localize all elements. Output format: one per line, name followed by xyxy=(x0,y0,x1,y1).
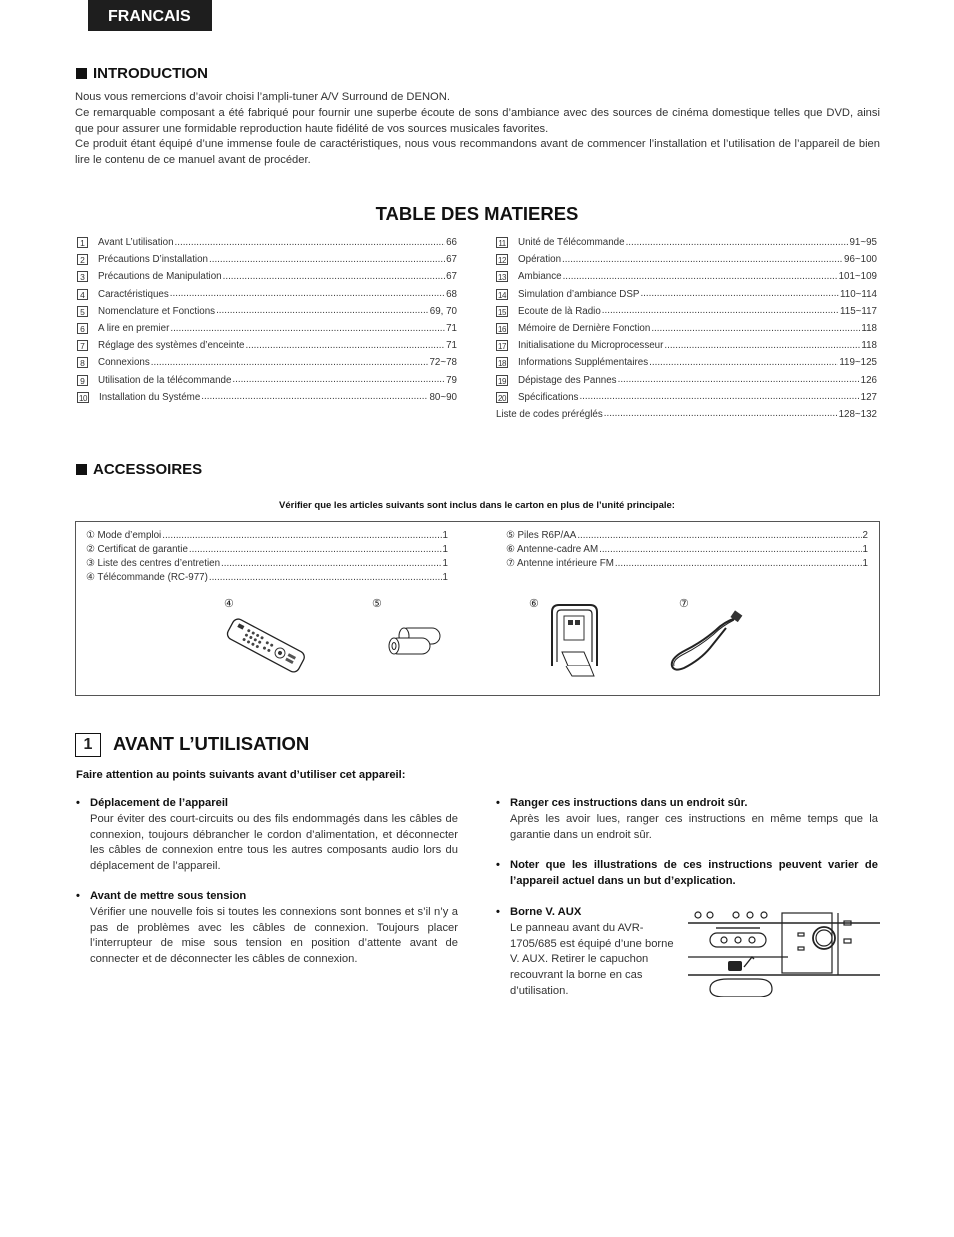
toc-entry xyxy=(496,268,877,285)
dot-leader xyxy=(649,357,838,369)
dot-leader xyxy=(162,529,441,543)
dot-leader xyxy=(151,357,429,369)
toc-entry xyxy=(496,303,877,320)
accessory-label: ① Mode d’emploi xyxy=(86,530,162,541)
bullet-item: • Borne V. AUX Le panneau avant du AVR-1705/685 est équipé d’une borne V. AUX. Retirer le capuchon recouvrant la borne en cas d’utilisation. xyxy=(496,905,678,1000)
toc-entry-label: Spécifications xyxy=(518,391,579,403)
toc-entry-number: 6 xyxy=(77,323,88,334)
bullet-item: • Noter que les illustrations de ces instructions peuvent varier de l’appareil actuel dans un but d’explication. xyxy=(496,858,878,890)
toc-entry-label: Liste de codes préréglés xyxy=(496,408,603,420)
bullet-text: Le panneau avant du AVR-1705/685 est équipé d’une borne V. AUX. Retirer le capuchon recouvrant la borne en cas d’utilisation. xyxy=(510,921,674,997)
accessory-label: ③ Liste des centres d’entretien xyxy=(86,558,221,569)
dot-leader xyxy=(562,254,843,266)
dot-leader xyxy=(170,288,445,300)
toc-entry-label: Ecoute de là Radio xyxy=(518,305,601,317)
accessories-heading xyxy=(76,461,202,478)
am-loop-antenna-icon xyxy=(544,602,604,680)
dot-leader xyxy=(175,237,446,249)
language-tab: FRANCAIS xyxy=(88,0,212,31)
toc-entry-label: Simulation d’ambiance DSP xyxy=(518,288,640,300)
toc-entry-label: Unité de Télécommande xyxy=(518,237,625,249)
toc-entry-number: 14 xyxy=(496,289,508,300)
toc-entry xyxy=(77,372,457,389)
dot-leader xyxy=(626,237,849,249)
toc-entry-label: Mémoire de Dernière Fonction xyxy=(518,323,651,335)
bullet-item: • Déplacement de l’appareil Pour éviter des court-circuits ou des fils endommagés dans les câbles de connexion, toujours débrancher le cordon d’alimentation, et déconnecter les câbles de connexion entre tous les autres composants audio lors du déplacement de l’appareil. xyxy=(76,796,458,875)
toc-entry-page: 128~132 xyxy=(838,408,877,420)
toc-entry-number: 18 xyxy=(496,357,508,368)
toc-entry xyxy=(77,320,457,337)
accessory-quantity: 1 xyxy=(442,572,448,583)
chapter-warning: Faire attention au points suivants avant d’utiliser cet appareil: xyxy=(76,769,406,781)
intro-paragraph: Ce produit étant équipé d’une immense foule de caractéristiques, nous vous recommandons avant de commencer l’installation et l’utilisation de l’appareil de bien lire le contenu de ce manuel avant de procéder. xyxy=(75,138,880,167)
toc-entry-label: A lire en premier xyxy=(98,323,170,335)
dot-leader xyxy=(651,323,860,335)
fm-antenna-figure-label: ⑦ xyxy=(679,598,689,610)
fm-antenna-icon xyxy=(664,608,746,676)
toc-entry-page: 118 xyxy=(861,340,877,352)
toc-entry-label: Précautions D’installation xyxy=(98,254,208,266)
toc-left-column xyxy=(77,234,457,406)
toc-entry-number: 3 xyxy=(77,271,88,282)
accessories-box xyxy=(75,521,880,696)
bullet-heading: Ranger ces instructions dans un endroit sûr. xyxy=(510,797,748,809)
accessory-item xyxy=(86,571,448,585)
dot-leader xyxy=(563,271,838,283)
toc-entry-page: 101~109 xyxy=(838,271,877,283)
remote-control-icon xyxy=(220,614,310,676)
toc-entry-label: Réglage des systèmes d’enceinte xyxy=(98,340,245,352)
toc-entry xyxy=(77,234,457,251)
intro-paragraph: Ce remarquable composant a été fabriqué pour fournir une superbe écoute de sons d’ambiance avec des sources de cinéma domestique telles que DVD, ainsi que pour assurer une formidable reproduction haute fidélité de vos sources musicales favorites. xyxy=(75,106,880,135)
square-bullet-icon xyxy=(76,68,87,79)
toc-entry xyxy=(77,354,457,371)
dot-leader xyxy=(209,254,445,266)
accessory-label: ⑤ Piles R6P/AA xyxy=(506,530,577,541)
toc-entry-page: 126 xyxy=(860,374,877,386)
accessory-quantity: 2 xyxy=(862,530,868,541)
toc-entry-number: 20 xyxy=(496,392,508,403)
accessories-left-list xyxy=(86,529,448,585)
dot-leader xyxy=(604,408,838,420)
introduction-text xyxy=(75,90,880,169)
toc-entry-page: 66 xyxy=(446,237,457,249)
accessory-item xyxy=(86,543,448,557)
toc-entry-page: 67 xyxy=(446,271,457,283)
bullet-heading: Noter que les illustrations de ces instructions peuvent varier de l’appareil actuel dans un but d’explication. xyxy=(510,859,878,887)
toc-entry-label: Avant L’utilisation xyxy=(98,237,174,249)
toc-entry-number: 19 xyxy=(496,375,508,386)
accessories-heading-text: ACCESSOIRES xyxy=(93,461,203,478)
toc-entry-number: 9 xyxy=(77,375,88,386)
bullet-heading: Avant de mettre sous tension xyxy=(90,890,247,902)
toc-entry-page: 80~90 xyxy=(429,391,457,403)
toc-entry-page: 118 xyxy=(861,323,877,335)
chapter-title: AVANT L’UTILISATION xyxy=(113,733,310,754)
toc-right-column xyxy=(496,234,877,423)
dot-leader xyxy=(664,340,860,352)
accessory-label: ④ Télécommande (RC-977) xyxy=(86,572,208,583)
dot-leader xyxy=(599,543,861,557)
toc-entry-page: 110~114 xyxy=(840,288,877,300)
toc-entry-label: Initialisatione du Microprocesseur xyxy=(518,340,664,352)
toc-entry-number: 8 xyxy=(77,357,88,368)
accessory-item xyxy=(506,543,868,557)
accessories-right-list xyxy=(506,529,868,571)
toc-entry-page: 72~78 xyxy=(429,357,457,369)
batteries-icon xyxy=(384,626,446,658)
toc-title: TABLE DES MATIERES xyxy=(375,203,579,224)
bullet-item: • Avant de mettre sous tension Vérifier une nouvelle fois si toutes les connexions sont bonnes et s’il n’y a pas de problèmes avec les câbles de connexion. Toujours placer l’interrupteur de mise sous tension en position d’attente avant de connecter et de déconnecter les câbles de connexion. xyxy=(76,889,458,968)
dot-leader xyxy=(579,391,859,403)
bullet-heading: Déplacement de l’appareil xyxy=(90,797,229,809)
toc-entry-page: 69, 70 xyxy=(429,305,457,317)
front-panel-vaux-illustration xyxy=(688,905,880,997)
toc-entry-label: Ambiance xyxy=(518,271,562,283)
bullet-text: Après les avoir lues, ranger ces instructions en même temps que la garantie dans un endroit sûr. xyxy=(510,812,878,841)
dot-leader xyxy=(577,529,861,543)
introduction-heading-text: INTRODUCTION xyxy=(93,65,208,82)
toc-entry xyxy=(496,320,877,337)
bullet-heading: Borne V. AUX xyxy=(510,906,582,918)
toc-entry-number: 11 xyxy=(496,237,508,248)
toc-entry-page: 67 xyxy=(446,254,457,266)
toc-entry-page: 96~100 xyxy=(844,254,877,266)
toc-entry-page: 127 xyxy=(860,391,877,403)
intro-paragraph: Nous vous remercions d’avoir choisi l’ampli-tuner A/V Surround de DENON. xyxy=(75,91,450,103)
accessory-item xyxy=(86,529,448,543)
dot-leader xyxy=(189,543,442,557)
toc-entry-page: 115~117 xyxy=(840,305,877,317)
toc-entry-number: 17 xyxy=(496,340,508,351)
dot-leader xyxy=(221,557,442,571)
toc-entry xyxy=(496,406,877,423)
toc-entry xyxy=(496,372,877,389)
dot-leader xyxy=(615,557,862,571)
toc-entry-number: 16 xyxy=(496,323,508,334)
toc-entry xyxy=(77,303,457,320)
toc-entry xyxy=(77,286,457,303)
dot-leader xyxy=(232,374,445,386)
toc-entry-number: 4 xyxy=(77,289,88,300)
dot-leader xyxy=(602,305,839,317)
dot-leader xyxy=(201,391,428,403)
am-antenna-figure-label: ⑥ xyxy=(529,598,539,610)
accessory-quantity: 1 xyxy=(442,558,448,569)
accessory-item xyxy=(506,557,868,571)
square-bullet-icon xyxy=(76,464,87,475)
accessory-label: ⑥ Antenne-cadre AM xyxy=(506,544,599,555)
accessory-quantity: 1 xyxy=(442,544,448,555)
batteries-figure-label: ⑤ xyxy=(372,598,382,610)
accessory-label: ② Certificat de garantie xyxy=(86,544,188,555)
dot-leader xyxy=(246,340,446,352)
chapter-number: 1 xyxy=(75,733,101,757)
dot-leader xyxy=(223,271,445,283)
toc-entry xyxy=(496,354,877,371)
toc-entry-label: Utilisation de la télécommande xyxy=(98,374,232,386)
toc-entry-page: 119~125 xyxy=(839,357,877,369)
remote-figure-label: ④ xyxy=(224,598,234,610)
dot-leader xyxy=(618,374,860,386)
toc-entry xyxy=(496,389,877,406)
toc-entry-label: Opération xyxy=(518,254,562,266)
bullet-item: • Ranger ces instructions dans un endroit sûr. Après les avoir lues, ranger ces instructions en même temps que la garantie dans un endroit sûr. xyxy=(496,796,878,843)
toc-entry-number: 10 xyxy=(77,392,89,403)
toc-entry xyxy=(77,251,457,268)
dot-leader xyxy=(640,288,839,300)
toc-entry-label: Informations Supplémentaires xyxy=(518,357,649,369)
toc-entry-page: 68 xyxy=(446,288,457,300)
toc-entry xyxy=(77,268,457,285)
toc-entry xyxy=(496,286,877,303)
toc-entry xyxy=(496,251,877,268)
dot-leader xyxy=(170,323,445,335)
accessory-quantity: 1 xyxy=(442,530,448,541)
toc-entry xyxy=(496,234,877,251)
dot-leader xyxy=(209,571,442,585)
toc-entry-label: Dépistage des Pannes xyxy=(518,374,617,386)
toc-entry-page: 71 xyxy=(446,323,457,335)
toc-entry-number: 5 xyxy=(77,306,88,317)
toc-entry-label: Connexions xyxy=(98,357,150,369)
toc-entry-number: 2 xyxy=(77,254,88,265)
introduction-heading xyxy=(76,65,208,82)
accessory-label: ⑦ Antenne intérieure FM xyxy=(506,558,614,569)
accessories-note: Vérifier que les articles suivants sont inclus dans le carton en plus de l’unité principale: xyxy=(279,500,675,511)
accessory-item xyxy=(86,557,448,571)
toc-entry-number: 12 xyxy=(496,254,508,265)
bullet-text: Pour éviter des court-circuits ou des fils endommagés dans les câbles de connexion, toujours débrancher le cordon d’alimentation, et déconnecter les câbles de connexion entre tous les autres composants audio lors du déplacement de l’appareil. xyxy=(90,812,458,873)
toc-entry xyxy=(77,337,457,354)
toc-entry-number: 15 xyxy=(496,306,508,317)
toc-entry-label: Installation du Systéme xyxy=(99,391,201,403)
toc-entry-page: 79 xyxy=(446,374,457,386)
toc-entry-number: 7 xyxy=(77,340,88,351)
dot-leader xyxy=(216,305,429,317)
toc-entry-label: Précautions de Manipulation xyxy=(98,271,222,283)
toc-entry-label: Caractéristiques xyxy=(98,288,169,300)
accessory-item xyxy=(506,529,868,543)
toc-entry xyxy=(496,337,877,354)
accessory-quantity: 1 xyxy=(862,544,868,555)
bullet-text: Vérifier une nouvelle fois si toutes les connexions sont bonnes et s’il n’y a pas de problèmes avec les câbles de connexion. Toujours placer l’interrupteur de mise sous tension en position d’attente avant de connecter et de déconnecter les câbles de connexion. xyxy=(90,905,458,966)
toc-entry-number: 13 xyxy=(496,271,508,282)
toc-entry xyxy=(77,389,457,406)
toc-entry-page: 71 xyxy=(446,340,457,352)
toc-entry-number: 1 xyxy=(77,237,88,248)
accessory-quantity: 1 xyxy=(862,558,868,569)
toc-entry-label: Nomenclature et Fonctions xyxy=(98,305,216,317)
toc-entry-page: 91~95 xyxy=(849,237,877,249)
